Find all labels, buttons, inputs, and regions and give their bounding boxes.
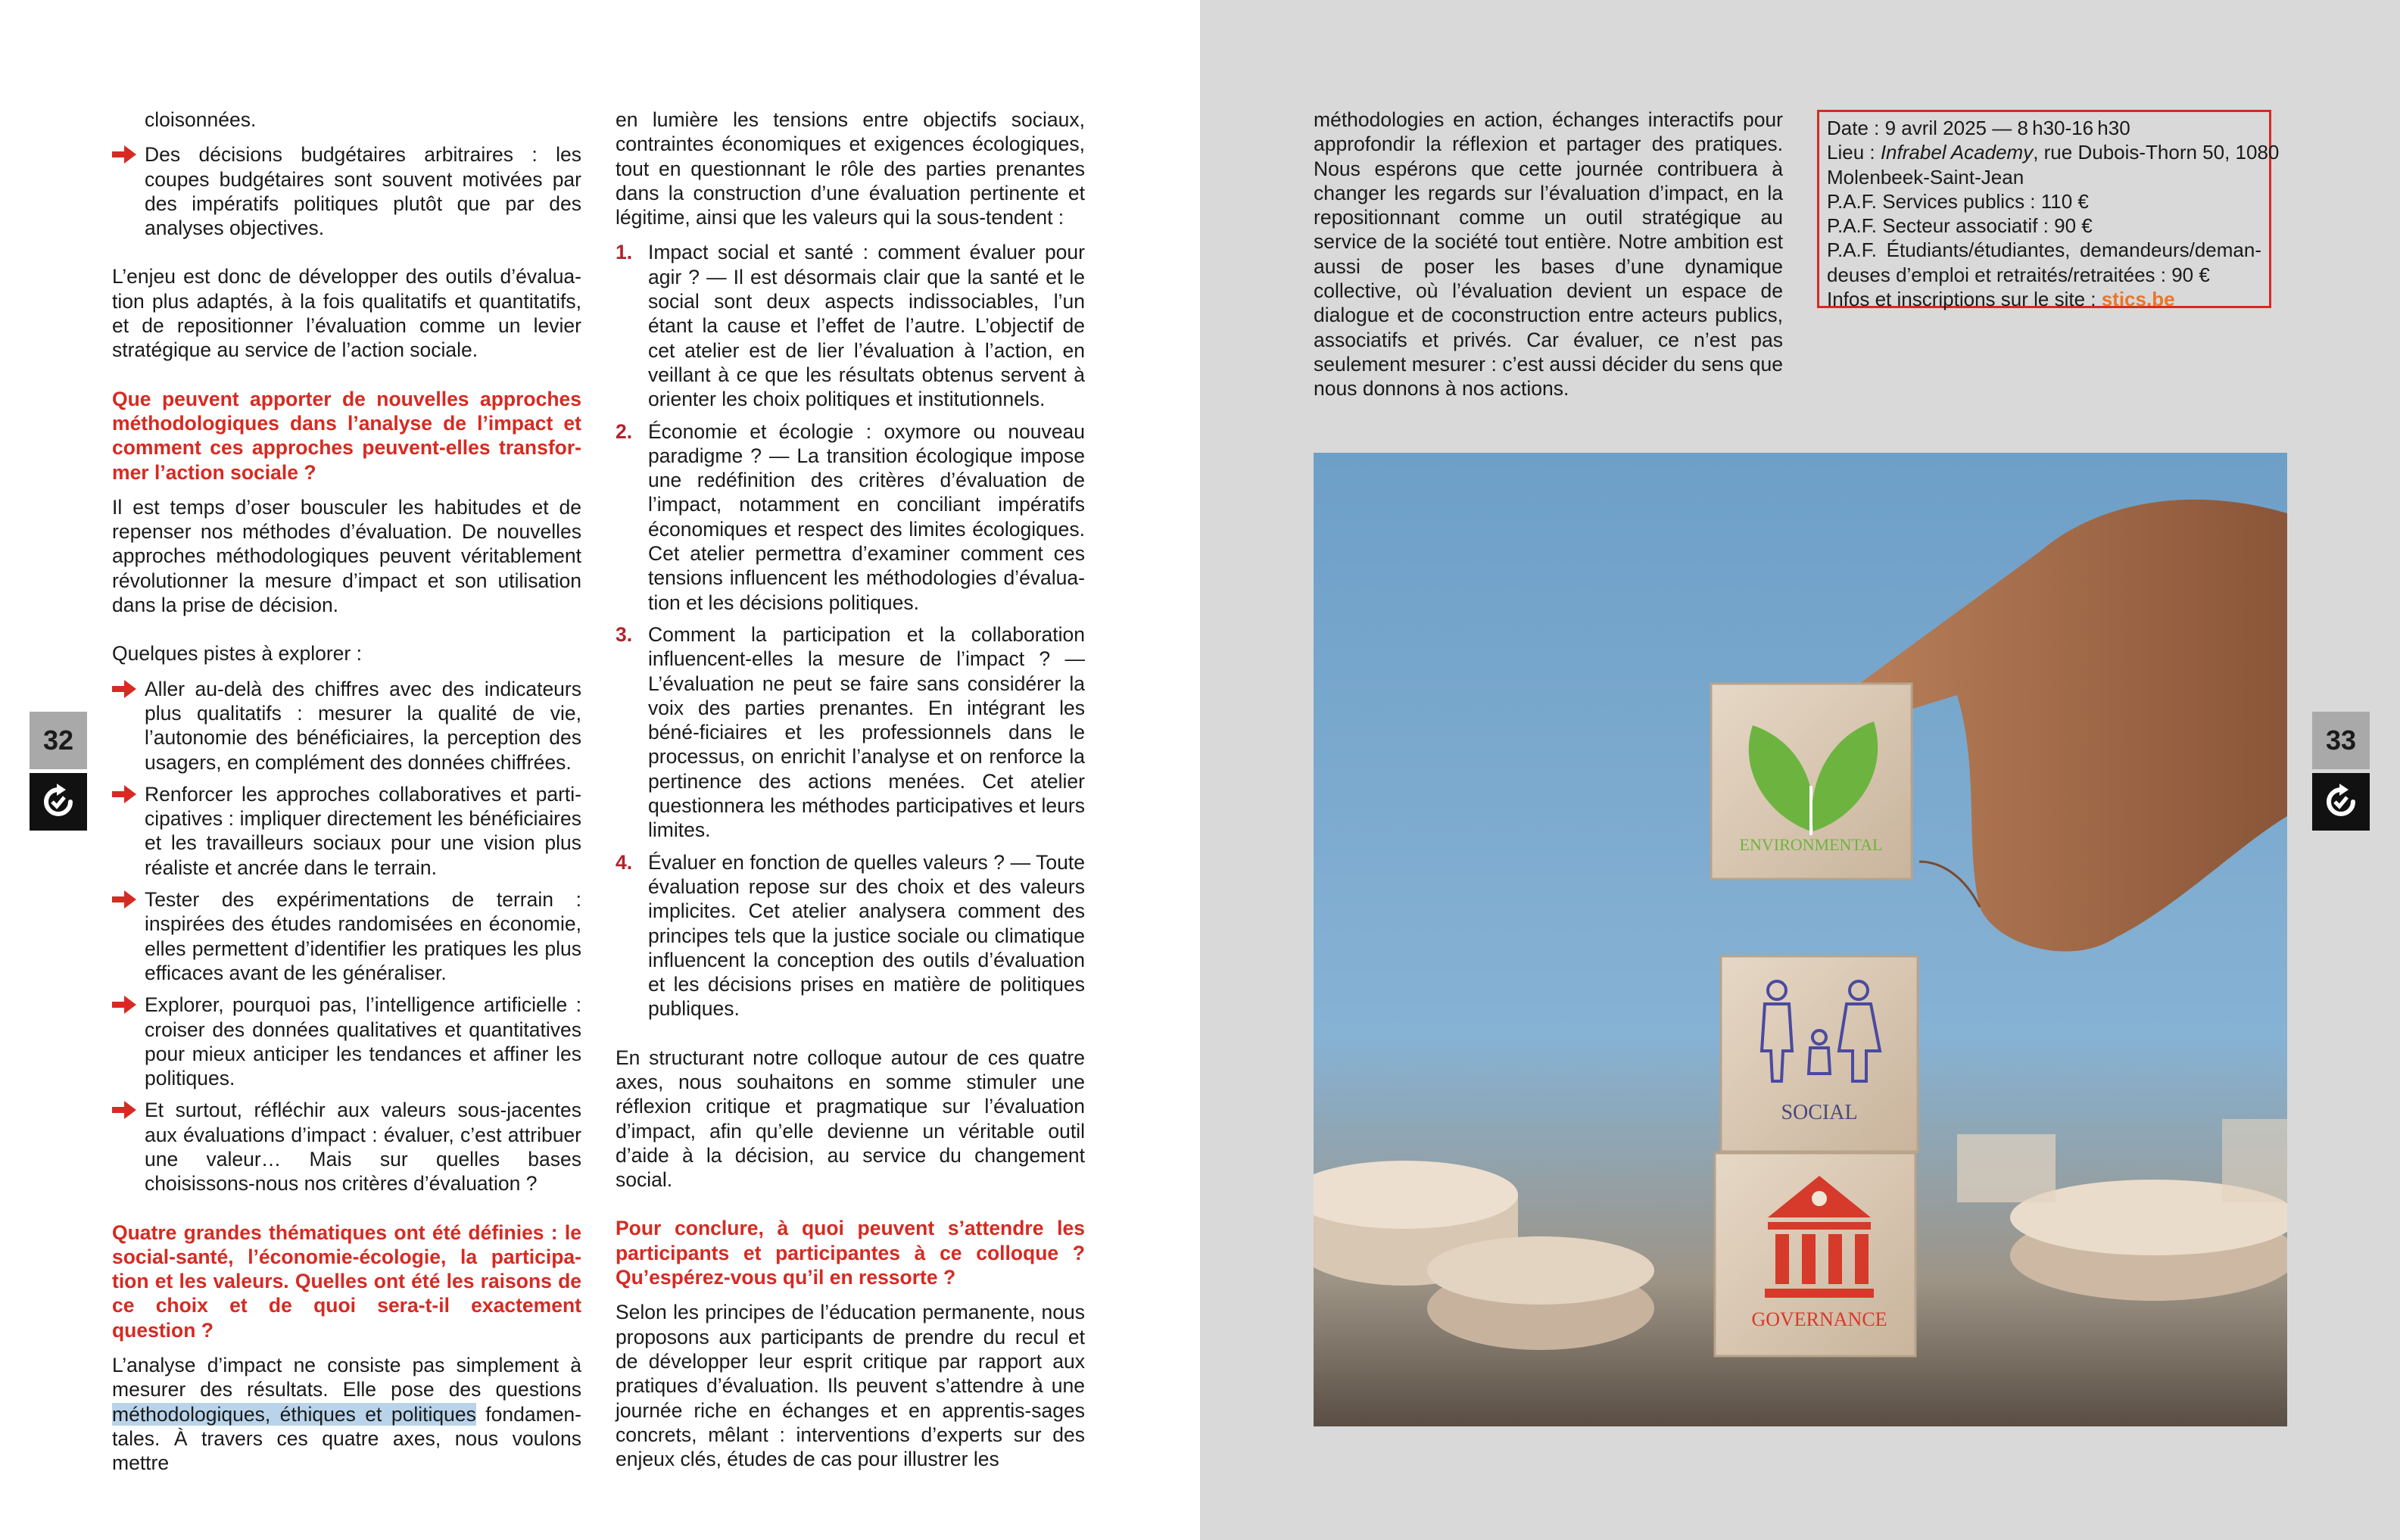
- arrow-right-icon: [112, 144, 138, 165]
- esg-blocks-photo: [1314, 453, 2287, 1426]
- list-item: 3. Comment la participation et la collaboration influencent-elles la mesure de l’impact ? — L’évaluation ne peut se faire sans considérer la voix des parties prenantes. En intégrant les béné-ficiaires et les professionnels dans le processus, on enrichit l’analyse et on renforce la pertinence des actions menées. Cet atelier questionnera les méthodes participatives et leurs limites.: [616, 622, 1085, 842]
- numbered-list: [616, 240, 1085, 1021]
- paragraph: Quelques pistes à explorer :: [112, 642, 362, 666]
- refresh-button[interactable]: [30, 773, 87, 831]
- list-item: Et surtout, réfléchir aux valeurs sous-jacentes aux évaluations d’impact : évaluer, c’est attribuer une valeur… Mais sur quelles bases choisissons-nous nos critères d’évaluation ?: [112, 1098, 581, 1196]
- list-item: Explorer, pourquoi pas, l’intelligence artificielle : croiser des données qualitatives et quantitatives pour mieux anticiper les tendances et affiner les politiques.: [112, 993, 581, 1090]
- list-item: 4. Évaluer en fonction de quelles valeurs ? — Toute évaluation repose sur des choix et des valeurs implicites. Cet atelier analysera comment des principes tels que la justice sociale ou climatique influencent la conception des outils d’évaluation et les décisions prises en matière de politiques publiques.: [616, 850, 1085, 1021]
- arrow-right-icon: [112, 994, 138, 1015]
- highlighted-text: méthodologiques, éthiques et politiques: [112, 1402, 476, 1426]
- arrow-right-icon: [112, 1099, 138, 1121]
- block-label-governance: GOVERNANCE: [1751, 1308, 1887, 1330]
- list-item: 2. Économie et écologie : oxymore ou nouveau paradigme ? — La transition écologique impose une redéfinition des critères d’évaluation de l’impact, notamment en conciliant impératifs économiques et respect des limites écologiques. Cet atelier permettra d’examiner comment ces tensions influencent les méthodologies d’évalua-tion et les décisions politiques.: [616, 419, 1085, 614]
- paragraph: méthodologies en action, échanges interactifs pour approfondir la réflexion et partager des pratiques. Nous espérons que cette journée contribuera à changer les regards sur l’évaluation d’impact, en la repositionnant comme un outil stratégique au service de la société tout entière. Notre ambition est aussi de poser les bases d’une dynamique collective, où l’évaluation devient un espace de dialogue et de coconstruction entre acteurs publics, associatifs et privés. Car évaluer, ce n’est pas seulement mesurer : c’est aussi décider du sens que nous donnons à nos actions.: [1314, 108, 1783, 401]
- refresh-icon: [2312, 773, 2370, 831]
- refresh-button[interactable]: [2312, 773, 2370, 831]
- arrow-right-icon: [112, 889, 138, 910]
- event-infos: Infos et inscriptions sur le site : stics.be: [1827, 288, 2175, 311]
- left-column-1: [112, 108, 581, 1500]
- price-associative: P.A.F. Secteur associatif : 90 €: [1827, 214, 2093, 238]
- bullet-list-a: [112, 142, 581, 240]
- list-item: 1. Impact social et santé : comment évaluer pour agir ? — Il est désormais clair que la santé et le social sont deux aspects indissociables, l’un étant la cause et l’effet de l’autre. L’objectif de cet atelier est de lier l’évaluation à l’action, en veillant à ce que les résultats obtenus servent à orienter les choix politiques et institutionnels.: [616, 241, 1085, 411]
- left-column-2: [616, 108, 1085, 1495]
- list-item: Tester des expérimentations de terrain : inspirées des études randomisées en économie, elles permettent d’identifier les pratiques les plus efficaces avant de les généraliser.: [112, 887, 581, 985]
- website-link[interactable]: stics.be: [2101, 288, 2175, 311]
- event-info-box: [1817, 110, 2280, 311]
- event-location: Lieu : Infrabel Academy, rue Dubois-Thorn 50, 1080: [1827, 141, 2280, 164]
- paragraph: en lumière les tensions entre objectifs sociaux, contraintes économiques et exigences écologiques, tout en questionnant le rôle des parties prenantes dans la construction d’une évaluation pertinente et légitime, ainsi que les valeurs qui la sous-tendent :: [616, 108, 1085, 229]
- list-item: Aller au-delà des chiffres avec des indicateurs plus qualitatifs : mesurer la qualité de vie, l’autonomie des bénéficiaires, la perception des usagers, en complément des données chiffrées.: [112, 677, 581, 775]
- paragraph: L’enjeu est donc de développer des outils d’évalua-tion plus adaptés, à la fois qualitatifs et quantitatifs, et de repositionner l’évaluation comme un levier stratégique au service de l’action sociale.: [112, 265, 581, 362]
- block-label-social: SOCIAL: [1781, 1101, 1858, 1124]
- continued-line: cloisonnées.: [145, 108, 257, 131]
- page-number-badge: 33: [2312, 712, 2370, 769]
- event-date: Date : 9 avril 2025 — 8 h30-16 h30: [1827, 117, 2130, 139]
- list-item: Renforcer les approches collaboratives et parti-cipatives : impliquer directement les bénéficiaires et les travailleurs sociaux pour une vision plus réaliste et ancrée dans le terrain.: [112, 782, 581, 880]
- arrow-right-icon: [112, 784, 138, 805]
- price-students: P.A.F. Étudiants/étudiantes, demandeurs/deman-deuses d’emploi et retraités/retraitées : 90 €: [1827, 238, 2261, 286]
- price-public: P.A.F. Services publics : 110 €: [1827, 189, 2089, 213]
- paragraph: L’analyse d’impact ne consiste pas simplement à mesurer des résultats. Elle pose des questions méthodologiques, éthiques et politiques fondamen-tales. À travers ces quatre axes, nous voulons mettre: [112, 1354, 581, 1475]
- paragraph: Il est temps d’oser bousculer les habitudes et de repenser nos méthodes d’évaluation. De nouvelles approches méthodologiques peuvent véritablement révolutionner la mesure d’impact et son utilisation dans la prise de décision.: [112, 495, 581, 617]
- section-heading: Quatre grandes thématiques ont été définies : le social-santé, l’économie-écologie, la participa-tion et les valeurs. Quelles ont été les raisons de ce choix et de quoi sera-t-il exactement question ?: [112, 1220, 581, 1342]
- refresh-icon: [30, 773, 87, 831]
- paragraph: En structurant notre colloque autour de ces quatre axes, nous souhaitons en somme stimuler une réflexion critique et pragmatique sur l’évaluation d’impact, afin qu’elle devienne un véritable outil d’aide à la décision, au service du changement social.: [616, 1046, 1085, 1192]
- event-city: Molenbeek-Saint-Jean: [1827, 165, 2024, 189]
- page-number-badge: 32: [30, 712, 87, 769]
- paragraph: Selon les principes de l’éducation permanente, nous proposons aux participants de prendre du recul et de développer leur esprit critique par rapport aux pratiques d’évaluation. Ils peuvent s’attendre à une journée riche en échanges et en apprentis-sages concrets, mêlant : interventions d’experts sur des enjeux clés, études de cas pour illustrer les: [616, 1301, 1085, 1471]
- block-label-environmental: ENVIRONMENTAL: [1739, 835, 1883, 854]
- section-heading: Que peuvent apporter de nouvelles approches méthodologiques dans l’analyse de l’impact et comment ces approches peuvent-elles transfor-mer l’action sociale ?: [112, 387, 581, 484]
- section-heading: Pour conclure, à quoi peuvent s’attendre les participants et participantes à ce colloque ? Qu’espérez-vous qu’il en ressorte ?: [616, 1217, 1085, 1289]
- arrow-right-icon: [112, 678, 138, 700]
- bullet-list-b: [112, 677, 581, 1196]
- right-column: [1314, 108, 1783, 426]
- list-item: Des décisions budgétaires arbitraires : les coupes budgétaires sont souvent motivées par des impératifs politiques plutôt que par des analyses objectives.: [112, 142, 581, 240]
